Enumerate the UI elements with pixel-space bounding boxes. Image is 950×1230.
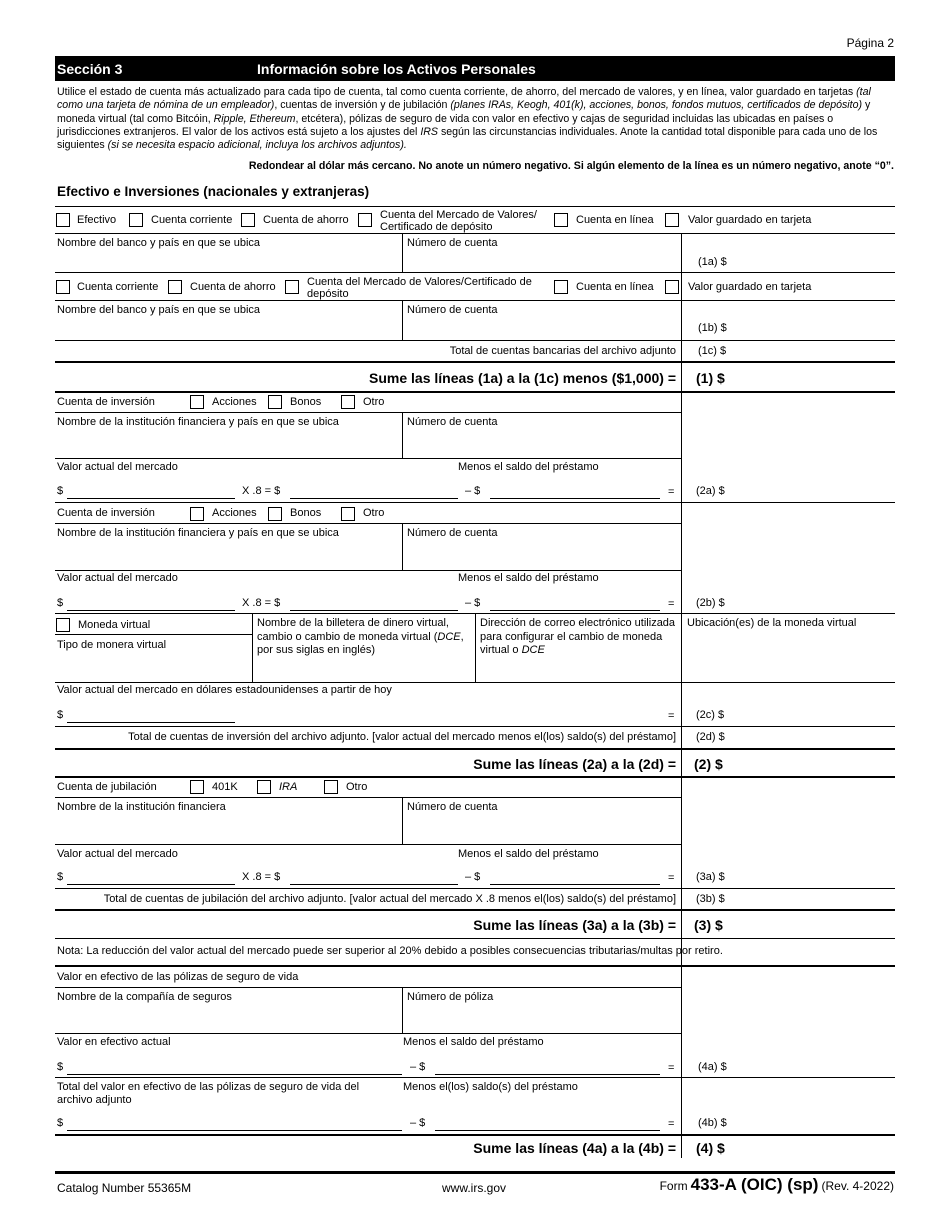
line-3b: (3b) $: [696, 893, 725, 905]
other-label-2: Otro: [363, 507, 385, 519]
retirement-loan-input[interactable]: [490, 884, 660, 885]
market-value-label-2: Valor actual del mercado: [57, 572, 178, 584]
loan-input[interactable]: [490, 498, 660, 499]
sum-1: (1) $: [696, 370, 725, 386]
life-loan-label: Menos el saldo del préstamo: [403, 1036, 544, 1048]
inv-account-input-2[interactable]: [406, 543, 676, 563]
cash-checkbox[interactable]: [56, 213, 70, 227]
life-loans-label: Menos el(los) saldo(s) del préstamo: [403, 1081, 578, 1093]
dollar-sign-5: $: [57, 1061, 64, 1073]
retirement-institution-input[interactable]: [57, 817, 397, 837]
sum-2: (2) $: [694, 756, 723, 772]
x8-input[interactable]: [290, 498, 458, 499]
policy-number-label: Número de póliza: [407, 991, 494, 1003]
inv-account-label: Número de cuenta: [407, 416, 498, 428]
stocks-label-2: Acciones: [212, 507, 257, 519]
retirement-loan-label: Menos el saldo del préstamo: [458, 848, 599, 860]
intro-paragraph: Utilice el estado de cuenta más actualizado para cada tipo de cuenta, tal como cuenta corriente, de ahorro, del mercado de valores, y en línea, valor guardado en tarjetas (tal como una tarjeta de nómina de un empleador), cuentas de inversión y de jubilación (planes IRAs, Keogh, 401(k), acciones, bonos, fondos mutuos, certificados de depósito) y moneda virtual (tal como Bitcóin, Ripple, Ethereum, etcétera), pólizas de seguro de vida con valor en efectivo y cajas de seguridad incluidas las ubicadas en países o jurisdicciones extranjeros. El valor de los activos está sujeto a los ajustes del IRS según las circunstancias individuales. Anote la cantidad total disponible para cada uno de los siguientes (si se necesita espacio adicional, incluya los archivos adjuntos).: [57, 86, 878, 152]
bank-name-input-2[interactable]: [57, 318, 397, 336]
line-3b-label: Total de cuentas de jubilación del archivo adjunto. [valor actual del mercado X .8 menos el(los) saldo(s) del préstamo]: [103, 893, 676, 905]
other-checkbox-2[interactable]: [341, 507, 355, 521]
stored-value-checkbox[interactable]: [665, 213, 679, 227]
line-2d-label: Total de cuentas de inversión del archivo adjunto. [valor actual del mercado menos el(los) saldo(s) del préstamo]: [128, 731, 676, 743]
bank-name-input[interactable]: [57, 251, 397, 269]
catalog-number: Catalog Number 55365M: [57, 1181, 192, 1195]
savings-label-2: Cuenta de ahorro: [190, 281, 276, 293]
market-value-label: Valor actual del mercado: [57, 461, 178, 473]
savings-label: Cuenta de ahorro: [263, 214, 349, 226]
policy-number-input[interactable]: [406, 1007, 676, 1027]
online-checkbox[interactable]: [554, 213, 568, 227]
money-market-label-b: Cuenta del Mercado de Valores/Certificado de: [307, 276, 532, 288]
401k-label: 401K: [212, 781, 238, 793]
institution-input[interactable]: [57, 432, 397, 452]
stocks-label: Acciones: [212, 396, 257, 408]
inv-account-input[interactable]: [406, 432, 676, 452]
x8-input-2[interactable]: [290, 610, 458, 611]
dollar-sign-6: $: [57, 1117, 64, 1129]
minus-label-5: – $: [410, 1117, 426, 1129]
sum-4-label: Sume las líneas (4a) a la (4b) =: [473, 1140, 676, 1156]
line-1c: (1c) $: [698, 345, 727, 357]
virtual-currency-checkbox[interactable]: [56, 618, 70, 632]
money-market-checkbox[interactable]: [358, 213, 372, 227]
other-checkbox[interactable]: [341, 395, 355, 409]
life-loans-input[interactable]: [435, 1130, 660, 1131]
equals-4: =: [668, 872, 675, 884]
retirement-note: Nota: La reducción del valor actual del mercado puede ser superior al 20% debido a posibles consecuencias tributarias/multas por retiro.: [57, 945, 723, 957]
retirement-account-input[interactable]: [406, 817, 676, 837]
virtual-market-value-label: Valor actual del mercado en dólares estadounidenses a partir de hoy: [57, 684, 392, 696]
email-label: Dirección de correo electrónico utilizada para configurar el cambio de moneda virtual o DCE: [480, 617, 676, 656]
online-checkbox-2[interactable]: [554, 280, 568, 294]
minus-label-2: – $: [465, 597, 481, 609]
retirement-other-label: Otro: [346, 781, 368, 793]
x8-input-3[interactable]: [290, 884, 458, 885]
investment-type-label: Cuenta de inversión: [57, 396, 155, 408]
line-2a: (2a) $: [696, 485, 725, 497]
institution-input-2[interactable]: [57, 543, 397, 563]
loan-balance-label: Menos el saldo del préstamo: [458, 461, 599, 473]
account-number-input[interactable]: [406, 251, 676, 269]
section-title: Información sobre los Activos Personales: [257, 61, 536, 77]
money-market-label-b2: depósito: [307, 288, 349, 300]
bank-name-label-2: Nombre del banco y país en que se ubica: [57, 304, 261, 316]
life-total-input[interactable]: [67, 1130, 402, 1131]
irs-url: www.irs.gov: [442, 1181, 507, 1195]
retirement-institution-label: Nombre de la institución financiera: [57, 801, 226, 813]
sum-3: (3) $: [694, 917, 723, 933]
x8-label-3: X .8 = $: [242, 871, 281, 883]
account-number-input-2[interactable]: [406, 318, 676, 336]
bank-name-label: Nombre del banco y país en que se ubica: [57, 237, 261, 249]
sum-4: (4) $: [696, 1140, 725, 1156]
retirement-other-checkbox[interactable]: [324, 780, 338, 794]
equals-6: =: [668, 1118, 675, 1130]
equals-5: =: [668, 1062, 675, 1074]
stocks-checkbox[interactable]: [190, 395, 204, 409]
line-2c: (2c) $: [696, 709, 725, 721]
money-market-label: Cuenta del Mercado de Valores/: [380, 209, 537, 221]
stored-value-label: Valor guardado en tarjeta: [688, 214, 812, 226]
sum-3-label: Sume las líneas (3a) a la (3b) =: [473, 917, 676, 933]
money-market-checkbox-2[interactable]: [285, 280, 299, 294]
line-2b: (2b) $: [696, 597, 725, 609]
life-insurance-title: Valor en efectivo de las pólizas de seguro de vida: [57, 971, 299, 983]
bonds-checkbox[interactable]: [268, 395, 282, 409]
line-4a: (4a) $: [698, 1061, 727, 1073]
bonds-label: Bonos: [290, 396, 322, 408]
ira-checkbox[interactable]: [257, 780, 271, 794]
line-1b: (1b) $: [698, 322, 727, 334]
insurance-company-input[interactable]: [57, 1007, 397, 1027]
institution-label-2: Nombre de la institución financiera y país en que se ubica: [57, 527, 339, 539]
cash-label: Efectivo: [77, 214, 117, 226]
line-1a: (1a) $: [698, 256, 727, 268]
investment-type-label-2: Cuenta de inversión: [57, 507, 155, 519]
checking-label: Cuenta corriente: [151, 214, 233, 226]
virtual-value-input[interactable]: [67, 722, 235, 723]
stored-value-label-2: Valor guardado en tarjeta: [688, 281, 812, 293]
life-total-label-2: archivo adjunto: [57, 1094, 132, 1106]
wallet-label: Nombre de la billetera de dinero virtual, cambio o cambio de moneda virtual (DCE, por sus siglas en inglés): [257, 617, 464, 656]
line-3a: (3a) $: [696, 871, 725, 883]
sum-2-label: Sume las líneas (2a) a la (2d) =: [473, 756, 676, 772]
sum-1-label: Sume las líneas (1a) a la (1c) menos ($1,000) =: [369, 370, 676, 386]
online-label: Cuenta en línea: [576, 214, 654, 226]
retirement-market-value-label: Valor actual del mercado: [57, 848, 178, 860]
rounding-note: Redondear al dólar más cercano. No anote un número negativo. Si algún elemento de la línea es un número negativo, anote “0”.: [248, 160, 894, 172]
market-value-input[interactable]: [67, 498, 235, 499]
account-number-label-2: Número de cuenta: [407, 304, 498, 316]
line-4b: (4b) $: [698, 1117, 727, 1129]
life-total-label: Total del valor en efectivo de las pólizas de seguro de vida del: [57, 1081, 360, 1093]
bonds-checkbox-2[interactable]: [268, 507, 282, 521]
loan-balance-label-2: Menos el saldo del préstamo: [458, 572, 599, 584]
page-number: Página 2: [846, 36, 894, 50]
market-value-input-2[interactable]: [67, 610, 235, 611]
cash-value-input[interactable]: [67, 1074, 402, 1075]
stocks-checkbox-2[interactable]: [190, 507, 204, 521]
dollar-sign-4: $: [57, 871, 64, 883]
retirement-type-label: Cuenta de jubilación: [57, 781, 157, 793]
line-2d: (2d) $: [696, 731, 725, 743]
minus-label-3: – $: [465, 871, 481, 883]
virtual-currency-label: Moneda virtual: [78, 619, 151, 631]
form-id: Form 433-A (OIC) (sp) (Rev. 4-2022): [659, 1175, 894, 1194]
insurance-company-label: Nombre de la compañía de seguros: [57, 991, 232, 1003]
checking-label-2: Cuenta corriente: [77, 281, 159, 293]
401k-checkbox[interactable]: [190, 780, 204, 794]
retirement-account-label: Número de cuenta: [407, 801, 498, 813]
inv-account-label-2: Número de cuenta: [407, 527, 498, 539]
stored-value-checkbox-2[interactable]: [665, 280, 679, 294]
online-label-2: Cuenta en línea: [576, 281, 654, 293]
checking-checkbox[interactable]: [129, 213, 143, 227]
equals: =: [668, 486, 675, 498]
account-number-label: Número de cuenta: [407, 237, 498, 249]
retirement-value-input[interactable]: [67, 884, 235, 885]
x8-label: X .8 = $: [242, 485, 281, 497]
ira-label: IRA: [279, 781, 298, 793]
checking-checkbox-2[interactable]: [56, 280, 70, 294]
line-1c-label: Total de cuentas bancarias del archivo adjunto: [449, 345, 676, 357]
savings-checkbox[interactable]: [241, 213, 255, 227]
equals-3: =: [668, 710, 675, 722]
minus-label: – $: [465, 485, 481, 497]
x8-label-2: X .8 = $: [242, 597, 281, 609]
virtual-type-label: Tipo de monera virtual: [57, 639, 167, 651]
section-label: Sección 3: [57, 61, 123, 77]
equals-2: =: [668, 598, 675, 610]
money-market-label-2: Certificado de depósito: [380, 221, 493, 233]
dollar-sign: $: [57, 485, 64, 497]
loan-input-2[interactable]: [490, 610, 660, 611]
savings-checkbox-2[interactable]: [168, 280, 182, 294]
life-loan-input[interactable]: [435, 1074, 660, 1075]
virtual-location-label: Ubicación(es) de la moneda virtual: [687, 617, 857, 629]
cash-value-label: Valor en efectivo actual: [57, 1036, 171, 1048]
cash-heading: Efectivo e Inversiones (nacionales y extranjeras): [57, 184, 370, 199]
bonds-label-2: Bonos: [290, 507, 322, 519]
other-label: Otro: [363, 396, 385, 408]
dollar-sign-2: $: [57, 597, 64, 609]
minus-label-4: – $: [410, 1061, 426, 1073]
institution-label: Nombre de la institución financiera y país en que se ubica: [57, 416, 339, 428]
dollar-sign-3: $: [57, 709, 64, 721]
